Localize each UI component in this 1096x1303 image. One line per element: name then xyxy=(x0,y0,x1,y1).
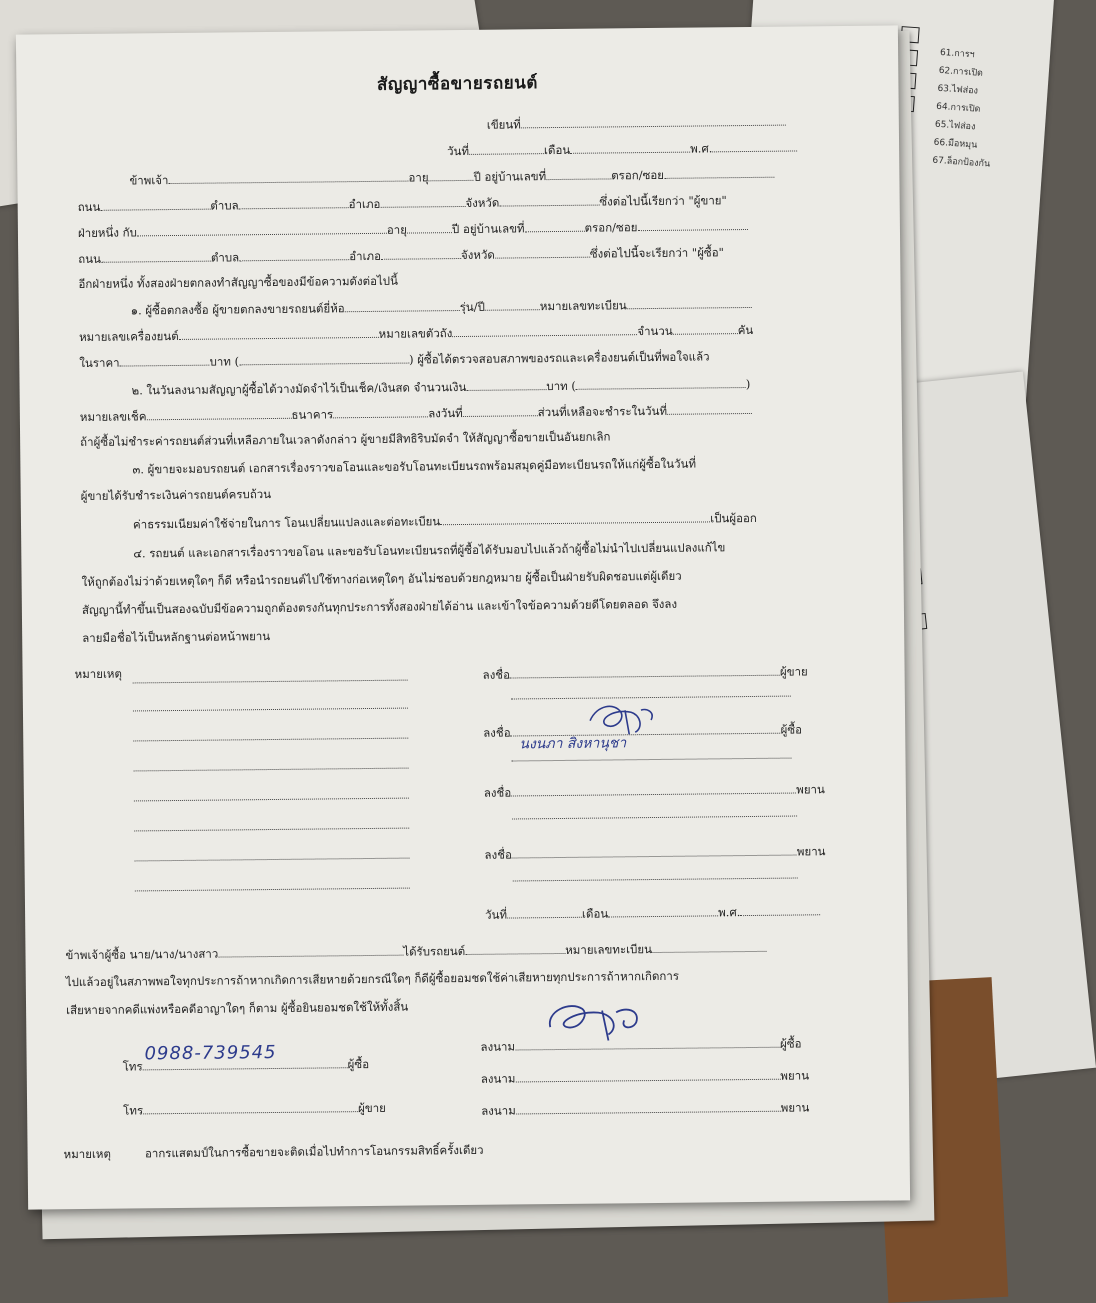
buyer-name-line[interactable] xyxy=(511,757,791,762)
tel-label: โทร xyxy=(123,1103,144,1118)
buyer-district-field[interactable] xyxy=(381,246,461,260)
signed-witness-1-field[interactable] xyxy=(515,1067,780,1083)
witness-role: พยาน xyxy=(796,844,826,859)
witness-role: พยาน xyxy=(780,1068,810,1083)
signed-witness-2-row xyxy=(481,1098,809,1120)
remarks-line[interactable] xyxy=(135,857,410,862)
month-field[interactable] xyxy=(570,140,690,154)
age-label: อายุ xyxy=(386,222,408,237)
receipt-line-1 xyxy=(65,939,767,965)
buyer-province-field[interactable] xyxy=(495,245,590,259)
year-label: พ.ศ. xyxy=(690,141,713,156)
close-paren: ) xyxy=(745,376,751,392)
seller-signature-field[interactable] xyxy=(510,663,780,679)
soi-label: ตรอก/ซอย xyxy=(611,167,665,183)
document-title: สัญญาซื้อขายรถยนต์ xyxy=(376,73,538,95)
remarks-line[interactable] xyxy=(134,767,409,772)
clause-1-line-2 xyxy=(79,321,753,347)
year-field[interactable] xyxy=(712,138,797,152)
signed-name-label: ลงนาม xyxy=(480,1071,516,1086)
seller-line-1 xyxy=(129,165,774,191)
bank-field[interactable] xyxy=(333,404,428,418)
header-written-at xyxy=(487,113,786,135)
witness-1-row xyxy=(484,780,825,803)
province-label: จังหวัด xyxy=(460,247,495,263)
signed-witness-2-field[interactable] xyxy=(516,1099,781,1115)
seller-designation: ซึ่งต่อไปนี้เรียกว่า "ผู้ขาย" xyxy=(599,193,727,209)
background-line: 61.การฯ xyxy=(939,47,975,61)
clause-2-line-2 xyxy=(80,401,752,427)
plate-label: หมายเลขทะเบียน xyxy=(565,942,653,957)
baht-label: บาท ( xyxy=(209,354,240,369)
remarks-line[interactable] xyxy=(134,797,409,802)
province-label: จังหวัด xyxy=(465,195,500,210)
baht-label: บาท ( xyxy=(546,378,576,394)
received-car-label: ได้รับรถยนต์ xyxy=(403,943,466,959)
plate-label: หมายเลขทะเบียน xyxy=(539,298,627,314)
model-label: รุ่น/ปี xyxy=(459,299,485,315)
background-list xyxy=(932,44,998,174)
remarks-line[interactable] xyxy=(135,887,410,892)
date-label: วันที่ xyxy=(485,907,508,922)
chassis-no-label: หมายเลขตัวถัง xyxy=(378,326,453,341)
witness-2-row xyxy=(484,842,825,865)
sign-label: ลงชื่อ xyxy=(483,785,512,800)
seller-subdistrict-field[interactable] xyxy=(239,195,349,209)
background-line: 62.การเปิด xyxy=(938,65,984,79)
seller-line-2 xyxy=(78,191,727,217)
seller-province-field[interactable] xyxy=(499,193,599,207)
buyer-line-1 xyxy=(78,217,748,243)
remarks-line[interactable] xyxy=(133,679,408,684)
signed-name-label: ลงนาม xyxy=(480,1039,516,1054)
clause-1-text: ๑. ผู้ซื้อตกลงซื้อ ผู้ขายตกลงขายรถยนต์ยี่ห้อ xyxy=(130,301,345,318)
header-date xyxy=(447,138,797,161)
contract-document xyxy=(16,25,910,1209)
signed-witness-1-row xyxy=(481,1066,809,1088)
receipt-line-2: ไปแล้วอยู่ในสภาพพอใจทุกประการถ้าหากเกิดการเสียหายด้วยกรณีใดๆ ก็ดีผู้ซื้อยอมชดใช้ค่าเสียหายทุกประการถ้าหากเกิดการ xyxy=(65,968,680,990)
clause-3-line-2: ผู้ขายได้รับชำระเงินค่ารถยนต์ครบถ้วน xyxy=(80,487,272,503)
district-label: อำเภอ xyxy=(348,196,381,212)
buyer-handwritten-phone: 0988-739545 xyxy=(144,1041,277,1065)
subdistrict-label: ตำบล xyxy=(210,250,240,265)
price-words-field[interactable] xyxy=(239,351,409,366)
clause-2-line-3: ถ้าผู้ซื้อไม่ชำระค่ารถยนต์ส่วนที่เหลือภายในเวลาดังกล่าว ผู้ขายมีสิทธิริบมัดจำ ให้สัญญาซื้อขายเป็นอันยกเลิก xyxy=(80,429,611,449)
clause-3-line-3 xyxy=(133,509,757,535)
fees-payer-field[interactable] xyxy=(440,509,710,525)
written-at-field[interactable] xyxy=(521,113,786,129)
car-brand-field[interactable] xyxy=(345,298,460,312)
sign-label: ลงชื่อ xyxy=(483,725,511,740)
buyer-role: ผู้ซื้อ xyxy=(780,722,803,737)
clause-1-line-1 xyxy=(131,295,752,321)
seller-name-field[interactable] xyxy=(168,169,408,185)
seller-district-field[interactable] xyxy=(380,194,465,208)
cheque-no-label: หมายเลขเช็ค xyxy=(79,409,147,425)
unit-label: คัน xyxy=(737,322,754,338)
seller-house-field[interactable] xyxy=(546,166,611,180)
seller-name-line[interactable] xyxy=(511,695,791,700)
balance-date-field[interactable] xyxy=(667,401,752,415)
buyer-name-field[interactable] xyxy=(137,221,387,237)
district-label: อำเภอ xyxy=(349,248,382,264)
fees-text: ค่าธรรมเนียมค่าใช้จ่ายในการ โอนเปลี่ยนแปลงและต่อทะเบียน xyxy=(132,514,441,532)
received-car-field[interactable] xyxy=(465,941,565,955)
background-line: 65.ไฟส่อง xyxy=(934,119,976,133)
buyer-line-2 xyxy=(78,243,724,269)
buyer-label: ฝ่ายหนึ่ง กับ xyxy=(77,225,137,241)
tel-label: โทร xyxy=(122,1059,143,1074)
agreement-intro: อีกฝ่ายหนึ่ง ทั้งสองฝ่ายตกลงทำสัญญาซื้อของมีข้อความดังต่อไปนี้ xyxy=(78,273,398,292)
background-line: 64.การเปิด xyxy=(935,101,981,115)
buyer-role: ผู้ซื้อ xyxy=(347,1057,370,1072)
house-no-label: ปี อยู่บ้านเลขที่ xyxy=(473,169,547,184)
receipt-buyer-name-field[interactable] xyxy=(218,943,403,958)
clause-4-line-2: ให้ถูกต้องไม่ว่าด้วยเหตุใดๆ ก็ดี หรือนำรถยนต์ไปใช้ทางก่อเหตุใดๆ อันไม่ชอบด้วยกฎหมาย ผู้ซื้อเป็นฝ่ายรับผิดชอบแต่ผู้เดียว xyxy=(81,568,682,589)
house-no-label: ปี อยู่บ้านเลขที่ xyxy=(451,221,525,237)
month-label: เดือน xyxy=(543,142,571,158)
year-label: พ.ศ. xyxy=(718,905,741,920)
signature-date-row xyxy=(485,902,820,925)
background-line: 66.มือหมุน xyxy=(933,137,978,151)
clause-3-line-1: ๓. ผู้ขายจะมอบรถยนต์ เอกสารเรื่องราวขอโอนและขอรับโอนทะเบียนรถพร้อมสมุดคู่มือทะเบียนรถให้แก่ผู้ซื้อในวันที่ xyxy=(132,456,697,477)
engine-no-field[interactable] xyxy=(179,325,379,340)
quantity-field[interactable] xyxy=(673,321,738,335)
sign-label: ลงชื่อ xyxy=(482,667,511,682)
witness-role: พยาน xyxy=(780,1100,810,1115)
clause-1-line-3 xyxy=(79,347,709,373)
balance-date-label: ส่วนที่เหลือจะชำระในวันที่ xyxy=(537,403,668,420)
received-plate-field[interactable] xyxy=(652,939,767,953)
buyer-handwritten-name: นงนภา สิงหานุชา xyxy=(519,735,627,753)
road-label: ถนน xyxy=(78,251,101,267)
footer-note-text: อากรแสตมป์ในการซื้อขายจะติดเมื่อไปทำการโอนกรรมสิทธิ์ครั้งเดียว xyxy=(144,1142,484,1161)
clause-4-line-4: ลายมือชื่อไว้เป็นหลักฐานต่อหน้าพยาน xyxy=(82,629,271,645)
witness-1-name-line[interactable] xyxy=(512,815,797,820)
witness-2-field[interactable] xyxy=(512,843,797,859)
background-line: 67.ล็อกป้องกัน xyxy=(932,155,991,170)
remarks-line[interactable] xyxy=(133,707,408,712)
sign-label: ลงชื่อ xyxy=(484,847,512,862)
price-field[interactable] xyxy=(119,353,209,367)
background-line: 63.ไฟส่อง xyxy=(937,83,979,97)
witness-2-name-line[interactable] xyxy=(513,877,798,882)
subdistrict-label: ตำบล xyxy=(210,198,239,213)
seller-role: ผู้ขาย xyxy=(357,1100,386,1116)
remarks-line[interactable] xyxy=(133,737,408,742)
buyer-age-field[interactable] xyxy=(407,220,452,233)
buyer-subdistrict-field[interactable] xyxy=(239,247,349,261)
date-field[interactable] xyxy=(469,141,544,155)
seller-tel-field[interactable] xyxy=(143,1099,358,1114)
age-label: อายุ xyxy=(408,170,429,185)
seller-road-field[interactable] xyxy=(100,197,210,211)
receipt-line-3: เสียหายจากคดีแพ่งหรือคดีอาญาใดๆ ก็ตาม ผู้ซื้อยินยอมชดใช้ให้ทั้งสิ้น xyxy=(66,999,409,1018)
witness-role: พยาน xyxy=(796,782,825,797)
date-label: วันที่ xyxy=(447,143,470,159)
deposit-words-field[interactable] xyxy=(576,375,746,390)
soi-label: ตรอก/ซอย xyxy=(584,220,638,235)
bank-label: ธนาคาร xyxy=(291,407,334,422)
seller-role: ผู้ขาย xyxy=(779,664,808,679)
written-at-label: เขียนที่ xyxy=(486,117,521,132)
quantity-label: จำนวน xyxy=(637,323,673,339)
footer-note-label: หมายเหตุ xyxy=(63,1146,112,1162)
seller-age-field[interactable] xyxy=(428,168,473,181)
engine-no-label: หมายเลขเครื่องยนต์ xyxy=(78,328,179,345)
footer-note xyxy=(64,1142,484,1164)
seller-label: ข้าพเจ้า xyxy=(129,173,169,188)
dated-label: ลงวันที่ xyxy=(428,405,463,421)
cheque-no-field[interactable] xyxy=(146,406,291,421)
signed-name-label: ลงนาม xyxy=(481,1103,516,1118)
buyer-designation: ซึ่งต่อไปนี้จะเรียกว่า "ผู้ซื้อ" xyxy=(589,245,724,261)
clause-4-line-3: สัญญานี้ทำขึ้นเป็นสองฉบับมีข้อความถูกต้องตรงกันทุกประการทั้งสองฝ่ายได้อ่าน และเข้าใจข้อความด้วยดีโดยตลอด จึงลง xyxy=(81,596,678,617)
deposit-amount-field[interactable] xyxy=(466,377,546,391)
month-label: เดือน xyxy=(581,906,609,921)
model-field[interactable] xyxy=(485,297,540,311)
clause-4-line-1: ๔. รถยนต์ และเอกสารเรื่องราวขอโอน และขอรับโอนทะเบียนรถที่ผู้ซื้อได้รับมอบไปแล้วถ้าผู้ซื้อไม่นำไปเปลี่ยนแปลงแก้ไข xyxy=(133,540,726,561)
buyer-role: ผู้ซื้อ xyxy=(779,1036,802,1051)
plate-field[interactable] xyxy=(627,295,752,309)
sign-year-field[interactable] xyxy=(740,902,820,916)
clause-2-line-1 xyxy=(132,375,751,400)
sign-month-field[interactable] xyxy=(608,903,718,917)
sign-date-field[interactable] xyxy=(507,905,582,919)
remarks-line[interactable] xyxy=(134,827,409,832)
buyer-soi-field[interactable] xyxy=(637,217,747,231)
buyer-house-field[interactable] xyxy=(525,219,585,233)
remarks-label: หมายเหตุ xyxy=(74,666,122,682)
witness-1-field[interactable] xyxy=(511,781,796,797)
seller-signature-row xyxy=(483,662,808,684)
clause-2-text: ๒. ในวันลงนามสัญญาผู้ซื้อได้วางมัดจำไว้เป็นเช็ค/เงินสด จำนวนเงิน xyxy=(131,379,467,398)
seller-tel-row xyxy=(123,1099,386,1121)
inspection-text: ) ผู้ซื้อได้ตรวจสอบสภาพของรถและเครื่องยนต์เป็นที่พอใจแล้ว xyxy=(408,349,710,367)
buyer-road-field[interactable] xyxy=(101,249,211,263)
price-label: ในราคา xyxy=(79,355,120,371)
chassis-no-field[interactable] xyxy=(452,322,637,337)
receipt-text: ข้าพเจ้าผู้ซื้อ นาย/นาง/นางสาว xyxy=(65,946,219,963)
seller-soi-field[interactable] xyxy=(664,165,774,179)
road-label: ถนน xyxy=(77,199,101,215)
dated-field[interactable] xyxy=(463,403,538,417)
issuer-label: เป็นผู้ออก xyxy=(710,510,757,526)
